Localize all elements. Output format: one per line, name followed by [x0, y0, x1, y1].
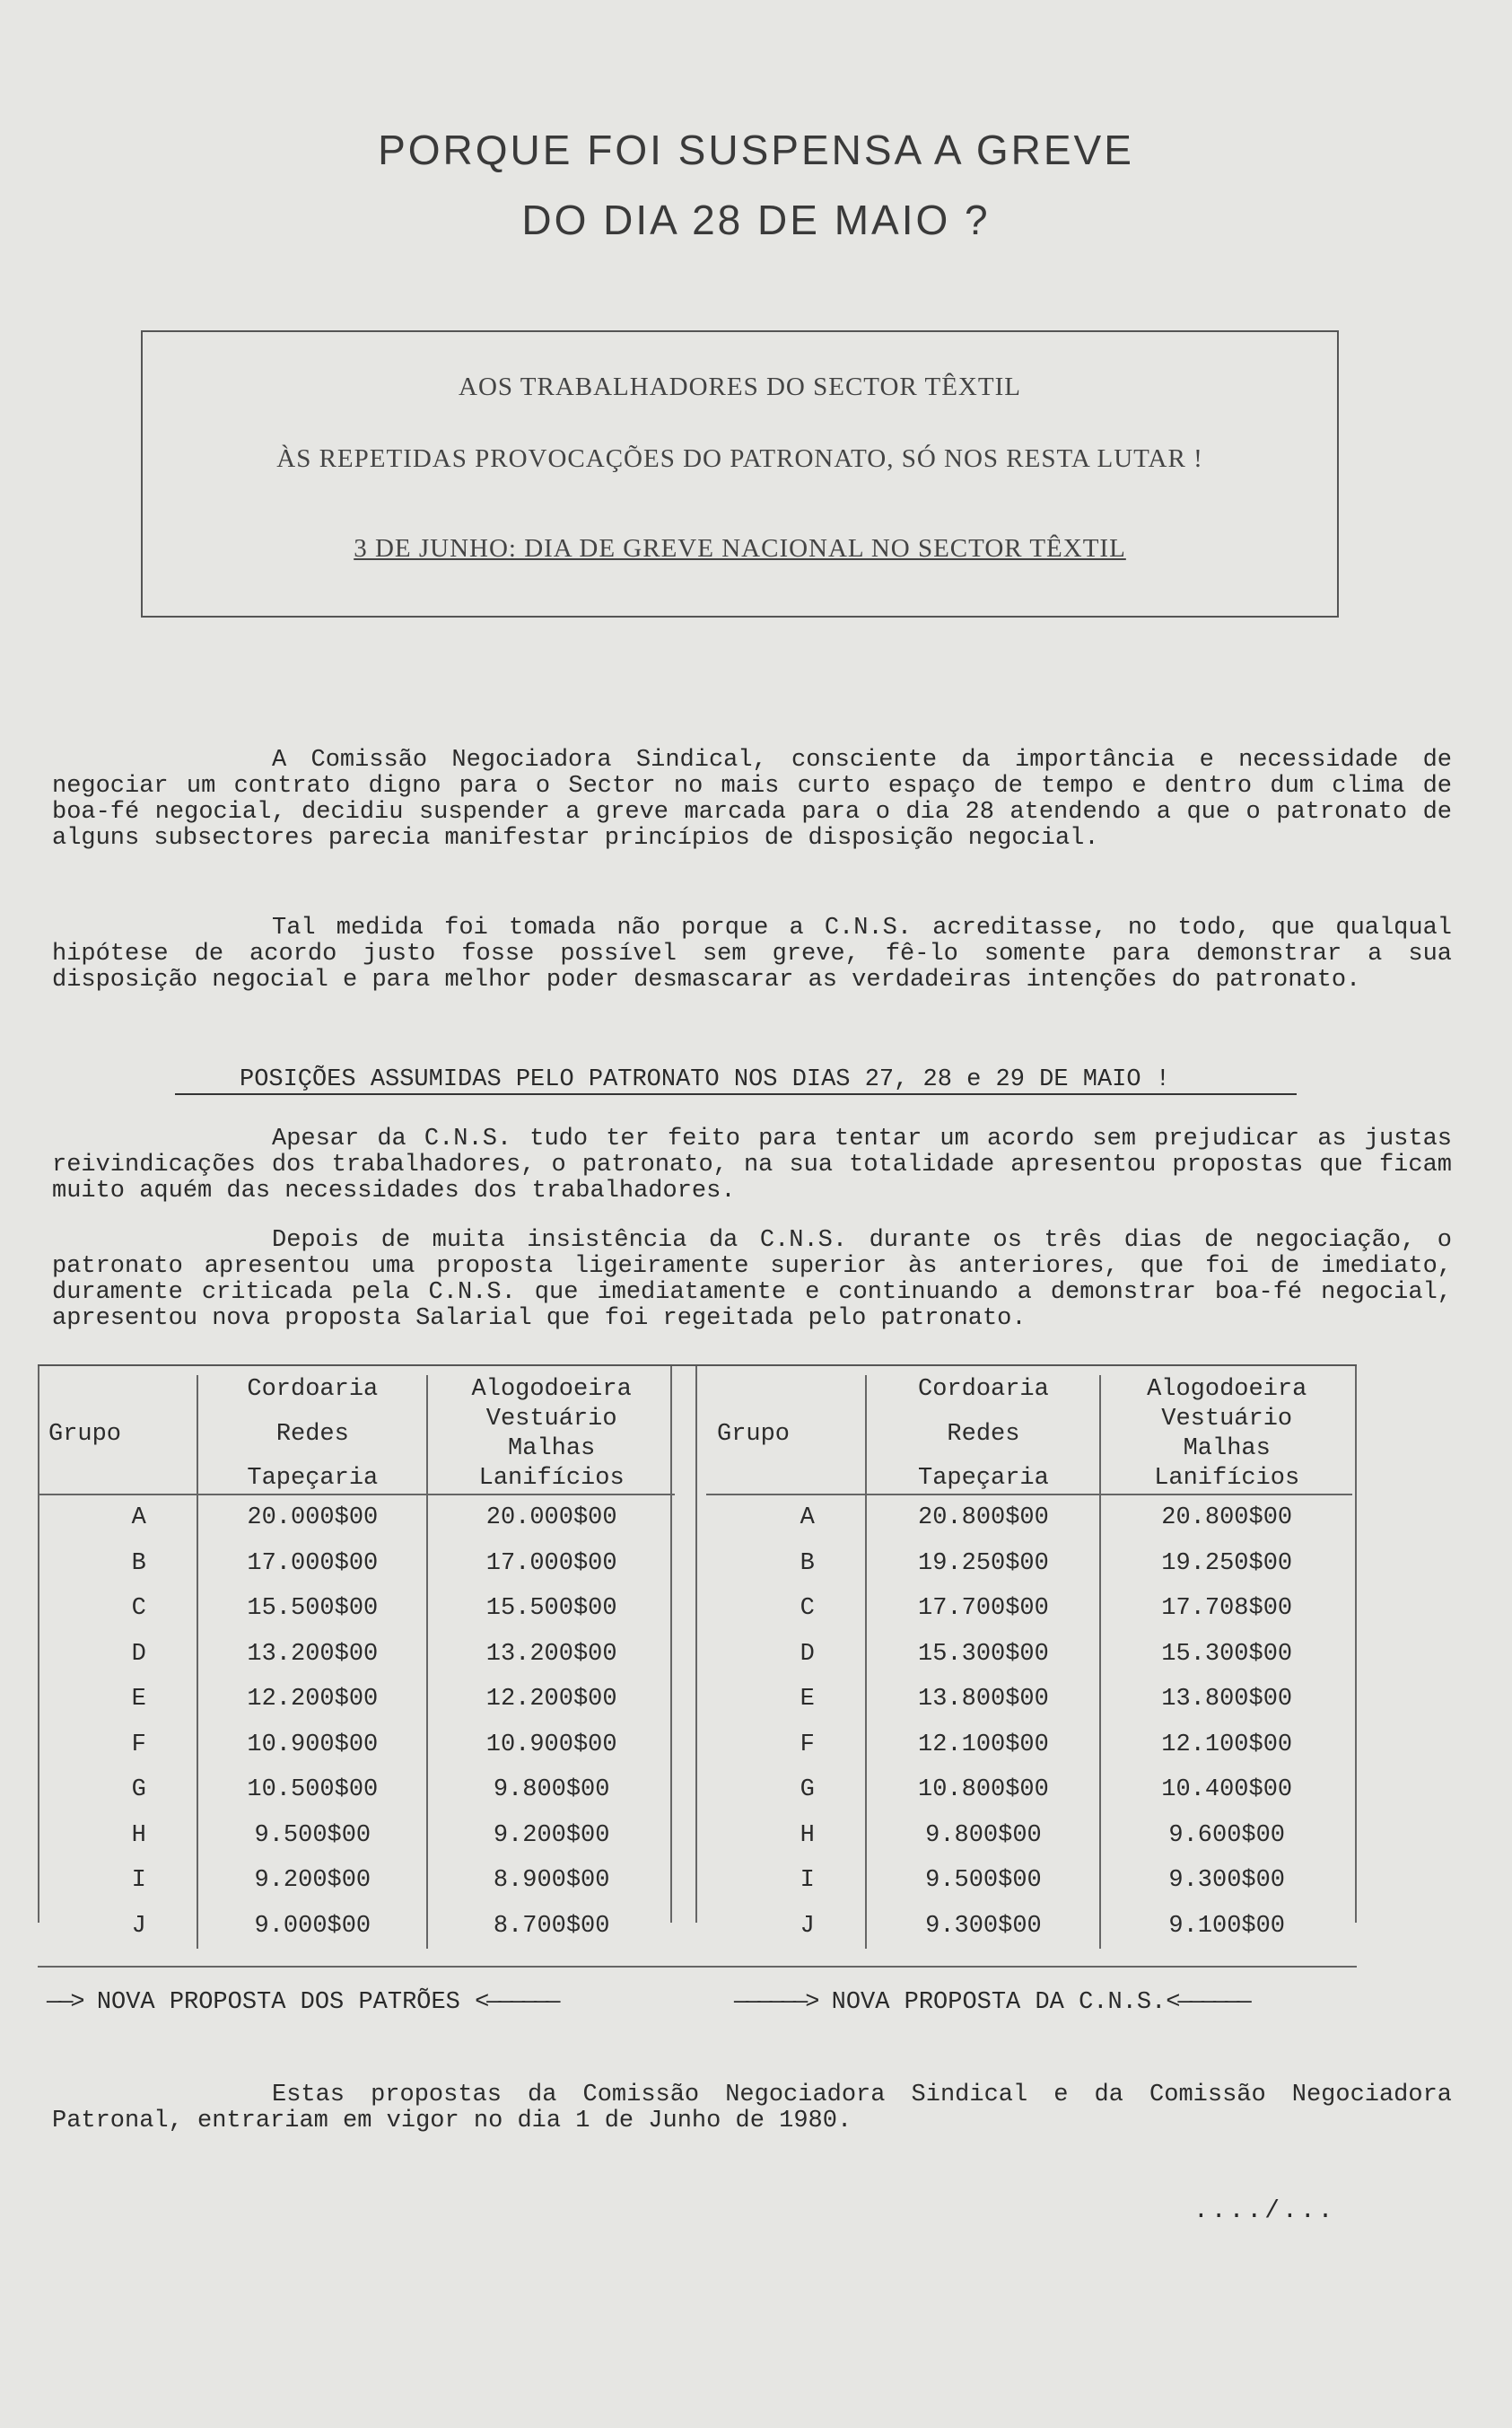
value-cell: 9.200$00	[427, 1813, 675, 1859]
grupo-cell: E	[800, 1686, 815, 1714]
header-redes: Redes	[866, 1405, 1100, 1464]
table-row	[38, 1632, 675, 1678]
header-lanificios: Lanifícios	[1100, 1464, 1352, 1494]
header-algodoeira: Alogodoeira	[427, 1375, 675, 1405]
header-grupo: Grupo	[38, 1375, 197, 1494]
value-cell: 9.600$00	[1100, 1813, 1352, 1859]
value-cell: 10.900$00	[197, 1722, 427, 1768]
headline-box	[141, 330, 1339, 618]
grupo-cell: B	[800, 1549, 815, 1577]
paragraph-2: Tal medida foi tomada não porque a C.N.S. acreditasse, no todo, que qualqual hipótese de acordo justo fosse possível sem greve, fê-lo somente para demonstrar a sua disposição negocial e para melhor poder desmascarar as verdadeiras intenções do patronato.	[52, 915, 1452, 994]
arrow-right-icon: ——————>	[734, 1989, 817, 2016]
value-cell: 19.250$00	[866, 1541, 1100, 1587]
grupo-cell: I	[131, 1867, 146, 1895]
cns-proposal-table	[706, 1375, 1352, 1949]
arrow-left-icon: <——————	[1166, 1989, 1249, 2016]
grupo-cell: B	[131, 1549, 146, 1577]
header-cordoaria: Cordoaria	[866, 1375, 1100, 1405]
value-cell: 8.900$00	[427, 1858, 675, 1904]
value-cell: 8.700$00	[427, 1904, 675, 1950]
header-tapecaria: Tapeçaria	[197, 1464, 427, 1494]
cns-proposal-caption	[734, 1989, 1249, 2016]
table-row	[706, 1722, 1352, 1768]
grupo-cell: G	[131, 1776, 146, 1804]
value-cell: 15.300$00	[866, 1632, 1100, 1678]
value-cell: 12.200$00	[197, 1677, 427, 1722]
value-cell: 9.300$00	[866, 1904, 1100, 1950]
header-malhas: Malhas	[1100, 1434, 1352, 1464]
value-cell: 20.800$00	[866, 1494, 1100, 1541]
paragraph-5: Estas propostas da Comissão Negociadora Sindical e da Comissão Negociadora Patronal, entrariam em vigor no dia 1 de Junho de 1980.	[52, 2082, 1452, 2134]
table-row	[706, 1904, 1352, 1950]
header-malhas: Malhas	[427, 1434, 675, 1464]
grupo-cell: J	[131, 1912, 146, 1940]
value-cell: 10.500$00	[197, 1767, 427, 1813]
table-bottom-rule	[38, 1966, 1357, 1968]
table-border-right	[1355, 1366, 1357, 1923]
salary-tables	[38, 1364, 1357, 1990]
value-cell: 9.500$00	[197, 1813, 427, 1859]
value-cell: 15.300$00	[1100, 1632, 1352, 1678]
employers-caption-text: NOVA PROPOSTA DOS PATRÕES	[96, 1989, 460, 2016]
value-cell: 15.500$00	[197, 1586, 427, 1632]
grupo-cell: E	[131, 1686, 146, 1714]
header-lanificios: Lanifícios	[427, 1464, 675, 1494]
value-cell: 9.000$00	[197, 1904, 427, 1950]
table-row	[38, 1904, 675, 1950]
table-row	[706, 1813, 1352, 1859]
value-cell: 9.200$00	[197, 1858, 427, 1904]
employers-proposal-table	[38, 1375, 675, 1949]
value-cell: 12.100$00	[866, 1722, 1100, 1768]
grupo-cell: H	[131, 1821, 146, 1849]
grupo-cell: A	[131, 1504, 146, 1532]
table-row	[38, 1586, 675, 1632]
value-cell: 13.800$00	[1100, 1677, 1352, 1722]
arrow-left-icon: <——————	[475, 1989, 558, 2016]
grupo-cell: J	[800, 1912, 815, 1940]
table-row	[38, 1494, 675, 1541]
table-row	[706, 1632, 1352, 1678]
table-row	[706, 1541, 1352, 1587]
value-cell: 13.800$00	[866, 1677, 1100, 1722]
value-cell: 12.100$00	[1100, 1722, 1352, 1768]
value-cell: 17.000$00	[197, 1541, 427, 1587]
value-cell: 13.200$00	[197, 1632, 427, 1678]
grupo-cell: A	[800, 1504, 815, 1532]
value-cell: 9.300$00	[1100, 1858, 1352, 1904]
employers-proposal-caption	[47, 1989, 558, 2016]
table-row	[38, 1541, 675, 1587]
value-cell: 12.200$00	[427, 1677, 675, 1722]
document-title-line-2: DO DIA 28 DE MAIO ?	[521, 197, 991, 243]
grupo-cell: G	[800, 1776, 815, 1804]
cns-caption-text: NOVA PROPOSTA DA C.N.S.	[831, 1989, 1167, 2016]
header-tapecaria: Tapeçaria	[866, 1464, 1100, 1494]
document-title-line-1: PORQUE FOI SUSPENSA A GREVE	[378, 127, 1134, 173]
table-divider-right	[695, 1366, 697, 1923]
value-cell: 13.200$00	[427, 1632, 675, 1678]
value-cell: 10.800$00	[866, 1767, 1100, 1813]
grupo-cell: D	[131, 1640, 146, 1668]
grupo-cell: C	[800, 1595, 815, 1623]
value-cell: 20.000$00	[197, 1494, 427, 1541]
value-cell: 17.708$00	[1100, 1586, 1352, 1632]
section-subheading: POSIÇÕES ASSUMIDAS PELO PATRONATO NOS DIAS 27, 28 e 29 DE MAIO !	[175, 1066, 1297, 1095]
value-cell: 19.250$00	[1100, 1541, 1352, 1587]
table-row	[38, 1767, 675, 1813]
value-cell: 9.100$00	[1100, 1904, 1352, 1950]
header-redes: Redes	[197, 1405, 427, 1464]
header-grupo: Grupo	[706, 1375, 866, 1494]
value-cell: 10.900$00	[427, 1722, 675, 1768]
table-row	[706, 1767, 1352, 1813]
value-cell: 20.000$00	[427, 1494, 675, 1541]
table-row	[706, 1677, 1352, 1722]
header-vestuario: Vestuário	[427, 1405, 675, 1434]
value-cell: 17.700$00	[866, 1586, 1100, 1632]
header-cordoaria: Cordoaria	[197, 1375, 427, 1405]
grupo-cell: C	[131, 1595, 146, 1623]
grupo-cell: H	[800, 1821, 815, 1849]
table-row	[38, 1858, 675, 1904]
value-cell: 15.500$00	[427, 1586, 675, 1632]
header-vestuario: Vestuário	[1100, 1405, 1352, 1434]
paragraph-3: Apesar da C.N.S. tudo ter feito para tentar um acordo sem prejudicar as justas reivindicações dos trabalhadores, o patronato, na sua totalidade apresentou propostas que ficam muito aquém das necessidades dos trabalhadores.	[52, 1126, 1452, 1205]
page-continuation-mark: ..../...	[1193, 2197, 1336, 2225]
table-row	[706, 1494, 1352, 1541]
header-algodoeira: Alogodoeira	[1100, 1375, 1352, 1405]
table-row	[706, 1858, 1352, 1904]
grupo-cell: I	[800, 1867, 815, 1895]
arrow-right-icon: ——>	[47, 1989, 83, 2016]
table-row	[706, 1586, 1352, 1632]
value-cell: 9.800$00	[427, 1767, 675, 1813]
box-line-provocations: ÀS REPETIDAS PROVOCAÇÕES DO PATRONATO, SÓ NOS RESTA LUTAR !	[276, 444, 1203, 473]
value-cell: 17.000$00	[427, 1541, 675, 1587]
grupo-cell: F	[800, 1731, 815, 1758]
value-cell: 9.500$00	[866, 1858, 1100, 1904]
paragraph-1: A Comissão Negociadora Sindical, consciente da importância e necessidade de negociar um contrato digno para o Sector no mais curto espaço de tempo e dentro dum clima de boa-fé negocial, decidiu suspender a greve marcada para o dia 28 atendendo a que o patronato de alguns subsectores parecia manifestar princípios de disposição negocial.	[52, 747, 1452, 852]
box-line-strike-date: 3 DE JUNHO: DIA DE GREVE NACIONAL NO SECTOR TÊXTIL	[354, 534, 1126, 563]
table-row	[38, 1722, 675, 1768]
box-line-workers: AOS TRABALHADORES DO SECTOR TÊXTIL	[459, 373, 1021, 401]
table-row	[38, 1677, 675, 1722]
grupo-cell: D	[800, 1640, 815, 1668]
value-cell: 10.400$00	[1100, 1767, 1352, 1813]
grupo-cell: F	[131, 1731, 146, 1758]
paragraph-4: Depois de muita insistência da C.N.S. durante os três dias de negociação, o patronato apresentou uma proposta ligeiramente superior às anteriores, que foi de imediato, duramente criticada pela C.N.S. que imediatamente e continuando a demonstrar boa-fé negocial, apresentou nova proposta Salarial que foi regeitada pelo patronato.	[52, 1227, 1452, 1332]
value-cell: 20.800$00	[1100, 1494, 1352, 1541]
table-row	[38, 1813, 675, 1859]
value-cell: 9.800$00	[866, 1813, 1100, 1859]
